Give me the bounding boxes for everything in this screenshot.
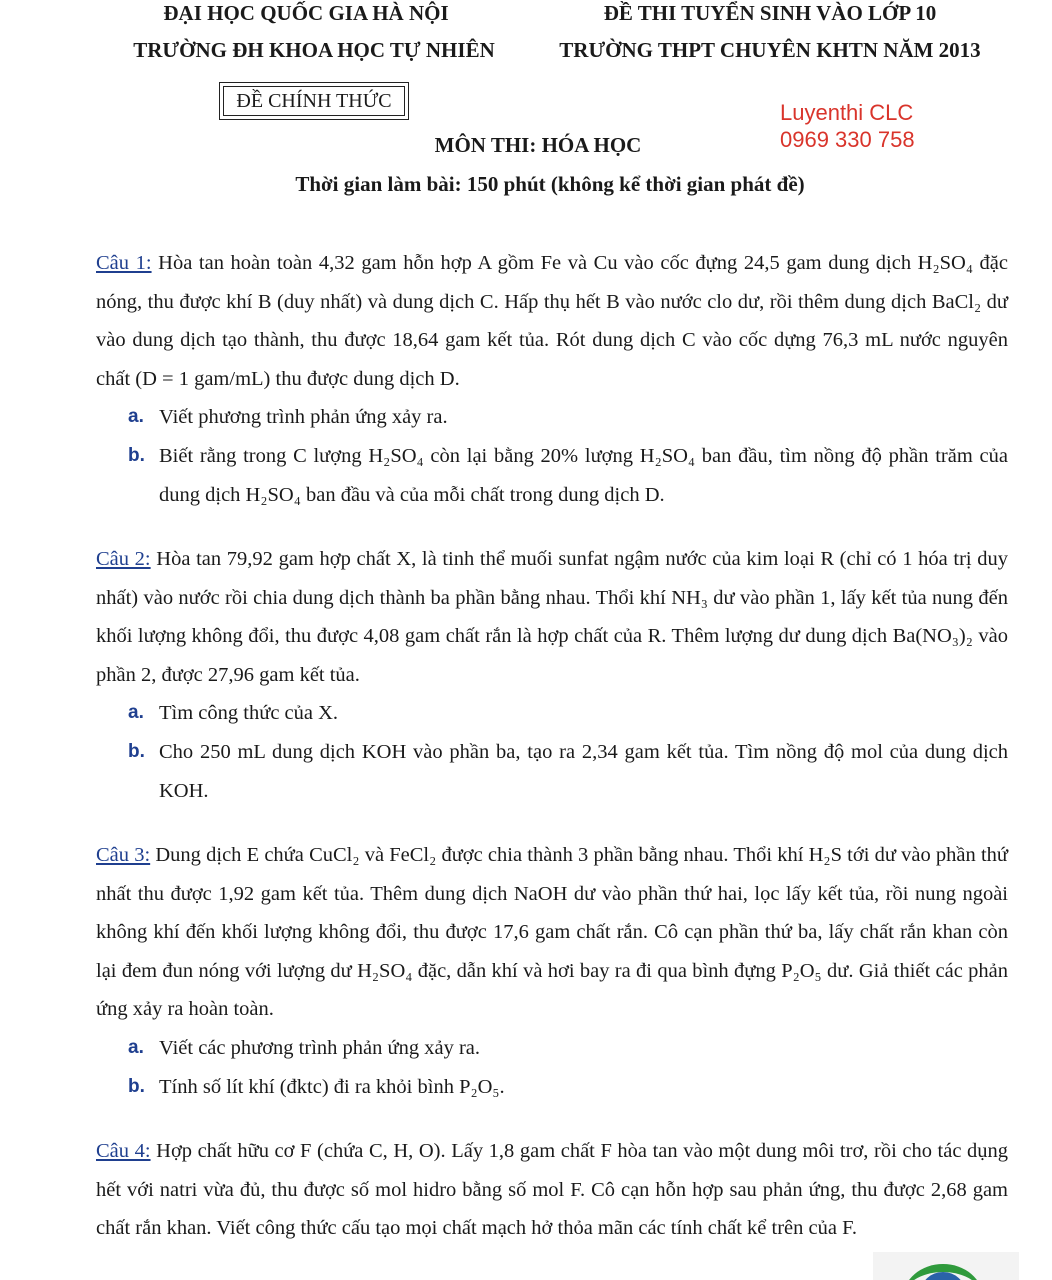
question-1 bbox=[96, 244, 1008, 398]
exam-duration: Thời gian làm bài: 150 phút (không kể thời gian phát đề) bbox=[295, 172, 805, 196]
faculty-name: TRƯỜNG ĐH KHOA HỌC TỰ NHIÊN bbox=[133, 38, 495, 62]
question-1-part-b bbox=[128, 437, 1008, 514]
official-exam-label: ĐỀ CHÍNH THỨC bbox=[223, 86, 405, 116]
part-text: Biết rằng trong C lượng H₂SO₄ còn lại bằng 20% lượng H₂SO₄ ban đầu, tìm nồng độ phần trăm của dung dịch H₂SO₄ ban đầu và của mỗi chất trong dung dịch D. bbox=[159, 445, 1008, 506]
exam-school-year: TRƯỜNG THPT CHUYÊN KHTN NĂM 2013 bbox=[559, 38, 981, 62]
university-name: ĐẠI HỌC QUỐC GIA HÀ NỘI bbox=[163, 1, 449, 25]
part-marker: b. bbox=[128, 1076, 145, 1097]
part-text: Cho 250 mL dung dịch KOH vào phần ba, tạo ra 2,34 gam kết tủa. Tìm nồng độ mol của dung dịch KOH. bbox=[159, 741, 1008, 802]
question-label: Câu 2: bbox=[96, 548, 151, 570]
brand-name: Luyenthi CLC bbox=[780, 100, 914, 125]
question-label: Câu 4: bbox=[96, 1140, 151, 1162]
question-text: Hòa tan hoàn toàn 4,32 gam hỗn hợp A gồm Fe và Cu vào cốc đựng 24,5 gam dung dịch H₂SO₄ đặc nóng, thu được khí B (duy nhất) và dung dịch C. Hấp thụ hết B vào nước clo dư, rồi thêm dung dịch BaCl₂ dư vào dung dịch tạo thành, thu được 18,64 gam kết tủa. Rót dung dịch C vào cốc dựng 76,3 mL nước nguyên chất (D = 1 gam/mL) thu được dung dịch D. bbox=[96, 252, 1009, 390]
part-text: Tìm công thức của X. bbox=[159, 702, 339, 724]
part-marker: b. bbox=[128, 445, 145, 466]
question-4 bbox=[96, 1132, 1008, 1248]
question-text: Dung dịch E chứa CuCl₂ và FeCl₂ được chia thành 3 phần bằng nhau. Thổi khí H₂S tới dư vào phần thứ nhất thu được 1,92 gam kết tủa. Thêm dung dịch NaOH dư vào phần thứ hai, lọc lấy kết tủa, rồi nung ngoài không khí đến khối lượng không đổi, thu được 17,6 gam chất rắn. Cô cạn phần thứ ba, lấy chất rắn khan còn lại đem đun nóng với lượng dư H₂SO₄ đặc, dẫn khí và hơi bay ra đi qua bình đựng P₂O₅ dư. Giả thiết các phản ứng xảy ra hoàn toàn. bbox=[96, 844, 1009, 1020]
part-text: Viết các phương trình phản ứng xảy ra. bbox=[159, 1037, 481, 1059]
part-marker: a. bbox=[128, 702, 144, 723]
question-2 bbox=[96, 540, 1008, 694]
question-3 bbox=[96, 836, 1008, 1029]
question-3-part-b bbox=[128, 1068, 1008, 1107]
part-marker: a. bbox=[128, 406, 144, 427]
brand-phone: 0969 330 758 bbox=[780, 127, 915, 152]
part-text: Tính số lít khí (đktc) đi ra khỏi bình P₂O₅. bbox=[159, 1076, 505, 1098]
question-label: Câu 3: bbox=[96, 844, 151, 866]
part-text: Viết phương trình phản ứng xảy ra. bbox=[159, 406, 448, 428]
subject-title: MÔN THI: HÓA HỌC bbox=[434, 133, 642, 157]
part-marker: a. bbox=[128, 1037, 144, 1058]
question-text: Hòa tan 79,92 gam hợp chất X, là tinh thể muối sunfat ngậm nước của kim loại R (chỉ có 1 hóa trị duy nhất) vào nước rồi chia dung dịch thành ba phần bằng nhau. Thổi khí NH₃ dư vào phần 1, lấy kết tủa nung đến khối lượng không đổi, thu được 4,08 gam chất rắn là hợp chất của R. Thêm lượng dư dung dịch Ba(NO₃)₂ vào phần 2, được 27,96 gam kết tủa. bbox=[96, 548, 1008, 686]
question-label: Câu 1: bbox=[96, 252, 152, 274]
exam-title: ĐỀ THI TUYỂN SINH VÀO LỚP 10 bbox=[603, 1, 937, 25]
question-text: Hợp chất hữu cơ F (chứa C, H, O). Lấy 1,8 gam chất F hòa tan vào một dung môi trơ, rồi cho tác dụng hết với natri vừa đủ, thu được số mol hidro bằng số mol F. Cô cạn hỗn hợp sau phản ứng, thu được 2,68 gam chất rắn khan. Viết công thức cấu tạo mọi chất mạch hở thỏa mãn các tính chất kể trên của F. bbox=[96, 1140, 1009, 1239]
question-1-part-a bbox=[128, 398, 1008, 437]
question-2-part-a bbox=[128, 694, 1008, 733]
question-3-part-a bbox=[128, 1029, 1008, 1068]
question-2-part-b bbox=[128, 733, 1008, 810]
corner-logo-icon bbox=[873, 1252, 1019, 1280]
official-exam-box bbox=[219, 82, 409, 120]
part-marker: b. bbox=[128, 741, 145, 762]
